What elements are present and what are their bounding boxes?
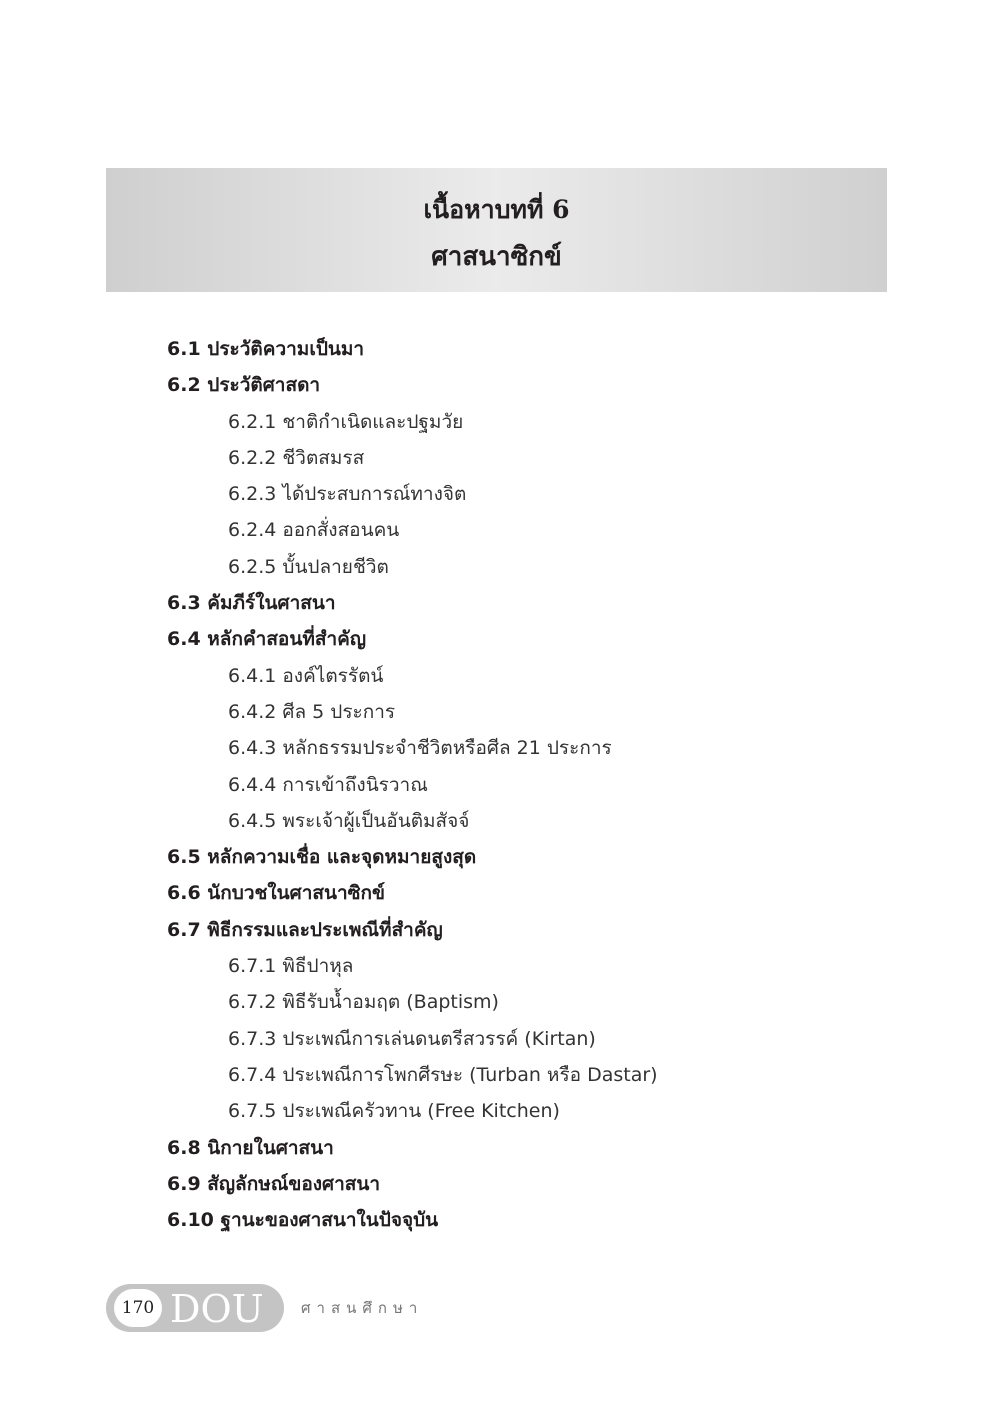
toc-subsection: 6.2.2 ชีวิตสมรส xyxy=(228,446,365,469)
chapter-header xyxy=(106,168,887,292)
toc-subsection: 6.7.5 ประเพณีครัวทาน (Free Kitchen) xyxy=(228,1100,560,1123)
footer-badge xyxy=(106,1284,284,1332)
toc-subsection: 6.4.1 องค์ไตรรัตน์ xyxy=(228,664,384,687)
toc-section-heading: 6.4 หลักคำสอนที่สำคัญ xyxy=(167,628,367,651)
toc-section-heading: 6.5 หลักความเชื่อ และจุดหมายสูงสุด xyxy=(167,846,477,869)
toc-subsection: 6.7.2 พิธีรับน้ำอมฤต (Baptism) xyxy=(228,991,499,1014)
toc-subsection: 6.2.1 ชาติกำเนิดและปฐมวัย xyxy=(228,410,464,433)
toc-subsection: 6.4.5 พระเจ้าผู้เป็นอันติมสัจจ์ xyxy=(228,809,470,832)
toc-section-heading: 6.9 สัญลักษณ์ของศาสนา xyxy=(167,1172,381,1195)
chapter-title: ศาสนาซิกข์ xyxy=(431,242,562,272)
toc-section-heading: 6.3 คัมภีร์ในศาสนา xyxy=(167,592,336,615)
course-name: ศาสนศึกษา xyxy=(301,1299,424,1317)
toc-section-heading: 6.10 ฐานะของศาสนาในปัจจุบัน xyxy=(167,1209,439,1232)
toc-section-heading: 6.6 นักบวชในศาสนาซิกข์ xyxy=(167,882,386,905)
toc-subsection: 6.2.5 บั้นปลายชีวิต xyxy=(228,555,389,578)
toc-subsection: 6.7.3 ประเพณีการเล่นดนตรีสวรรค์ (Kirtan) xyxy=(228,1027,596,1050)
toc-section-heading: 6.1 ประวัติความเป็นมา xyxy=(167,338,365,360)
toc-subsection: 6.4.2 ศีล 5 ประการ xyxy=(228,700,396,723)
toc-section-heading: 6.2 ประวัติศาสดา xyxy=(167,374,321,397)
toc-section-heading: 6.7 พิธีกรรมและประเพณีที่สำคัญ xyxy=(167,918,443,941)
toc-subsection: 6.4.4 การเข้าถึงนิรวาณ xyxy=(228,773,428,796)
toc-subsection: 6.7.1 พิธีปาหุล xyxy=(228,955,354,978)
toc-subsection: 6.7.4 ประเพณีการโพกศีรษะ (Turban หรือ Dastar) xyxy=(228,1063,658,1086)
table-of-contents xyxy=(0,331,1000,1238)
toc-subsection: 6.2.3 ได้ประสบการณ์ทางจิต xyxy=(228,483,467,506)
dou-logo: DOU xyxy=(170,1287,264,1331)
toc-subsection: 6.2.4 ออกสั่งสอนคน xyxy=(228,519,400,542)
toc-subsection: 6.4.3 หลักธรรมประจำชีวิตหรือศีล 21 ประการ xyxy=(228,737,612,760)
toc-section-heading: 6.8 นิกายในศาสนา xyxy=(167,1136,334,1159)
chapter-number: เนื้อหาบทที่ 6 xyxy=(423,195,570,224)
page-number: 170 xyxy=(114,1289,162,1327)
